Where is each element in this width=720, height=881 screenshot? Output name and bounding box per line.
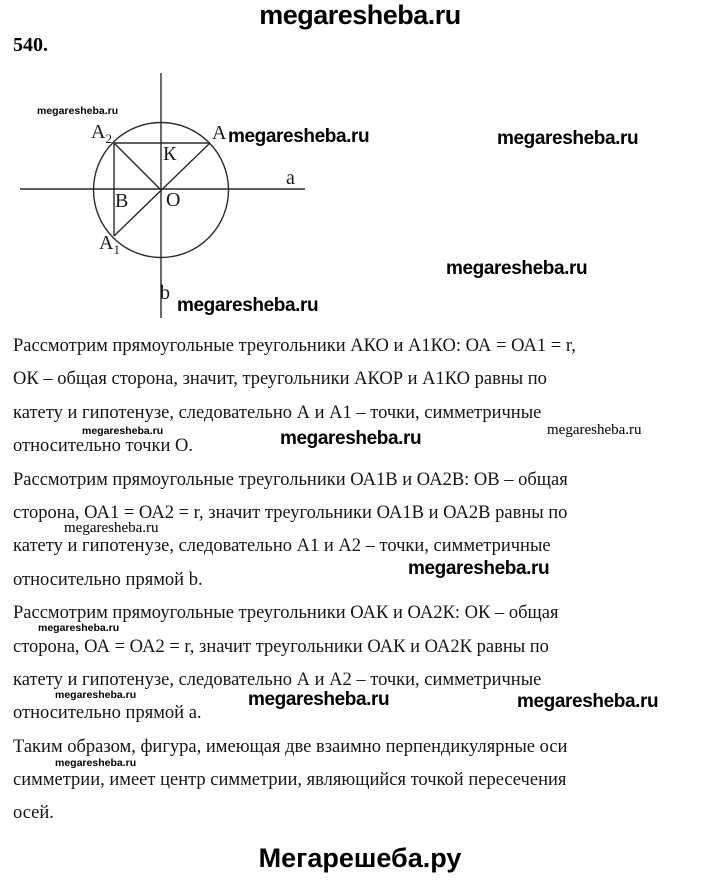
watermark: megaresheba.ru xyxy=(37,105,119,117)
watermark: megaresheba.ru xyxy=(497,128,639,149)
watermark: megaresheba.ru xyxy=(82,425,164,437)
solution-paragraph-3-line: сторона, ОА = ОА2 = r, значит треугольники ОАК и ОА2К равны по xyxy=(13,636,549,657)
watermark: megaresheba.ru xyxy=(64,520,159,536)
point-label-a2: $A_2$ xyxy=(91,121,112,146)
axis-label-b: b xyxy=(160,282,170,304)
point-label-a: A xyxy=(212,122,227,144)
point-label-o: О xyxy=(166,189,181,211)
problem-number: 540. xyxy=(13,34,48,56)
watermark: megaresheba.ru xyxy=(55,757,137,769)
point-label-a1: $A_1$ xyxy=(99,232,120,257)
solution-paragraph-4-line: симметрии, имеет центр симметрии, являющийся точкой пересечения xyxy=(13,770,567,791)
watermark: megaresheba.ru xyxy=(228,126,370,147)
point-label-k: К xyxy=(163,143,177,165)
watermark: megaresheba.ru xyxy=(38,622,120,634)
solution-paragraph-2-line: Рассмотрим прямоугольные треугольники ОА1В и ОА2В: ОВ – общая xyxy=(13,469,568,490)
watermark: megaresheba.ru xyxy=(55,689,137,701)
solution-paragraph-1-line: ОК – общая сторона, значит, треугольники АКОР и А1КО равны по xyxy=(13,369,547,390)
watermark: megaresheba.ru xyxy=(177,295,319,316)
watermark: megaresheba.ru xyxy=(408,558,550,579)
geometry-figure xyxy=(0,0,330,330)
watermark: megaresheba.ru xyxy=(547,422,642,438)
solution-paragraph-1-line: катету и гипотенузе, следовательно А и А1 – точки, симметричные xyxy=(13,402,542,423)
solution-paragraph-2-line: катету и гипотенузе, следовательно А1 и А2 – точки, симметричные xyxy=(13,536,551,557)
axis-label-a: a xyxy=(286,167,295,189)
solution-paragraph-1-line: Рассмотрим прямоугольные треугольники АКО и А1КО: ОА = ОА1 = r, xyxy=(13,336,576,356)
solution-paragraph-2-line: относительно прямой b. xyxy=(13,569,203,590)
solution-paragraph-2-line: сторона, ОА1 = ОА2 = r, значит треугольники ОА1В и ОА2В равны по xyxy=(13,502,568,523)
solution-paragraph-3-line: относительно прямой а. xyxy=(13,703,202,724)
solution-paragraph-4-line: Таким образом, фигура, имеющая две взаимно перпендикулярные оси xyxy=(13,736,568,757)
watermark: megaresheba.ru xyxy=(280,428,422,449)
solution-paragraph-4-line: осей. xyxy=(13,803,54,824)
solution-text xyxy=(13,330,713,831)
footer-title: Мегарешеба.ру xyxy=(258,843,462,873)
watermark: megaresheba.ru xyxy=(248,689,390,710)
watermark: megaresheba.ru xyxy=(517,691,659,712)
solution-paragraph-1-line: относительно точки О. xyxy=(13,436,193,457)
solution-paragraph-3-line: катету и гипотенузе, следовательно А и А2 – точки, симметричные xyxy=(13,669,542,690)
point-label-b: В xyxy=(115,190,129,212)
radius-o-a2 xyxy=(114,143,161,190)
header-watermark: megaresheba.ru xyxy=(259,0,461,30)
watermark: megaresheba.ru xyxy=(446,258,588,279)
solution-paragraph-3-line: Рассмотрим прямоугольные треугольники ОАК и ОА2К: ОК – общая xyxy=(13,603,559,624)
